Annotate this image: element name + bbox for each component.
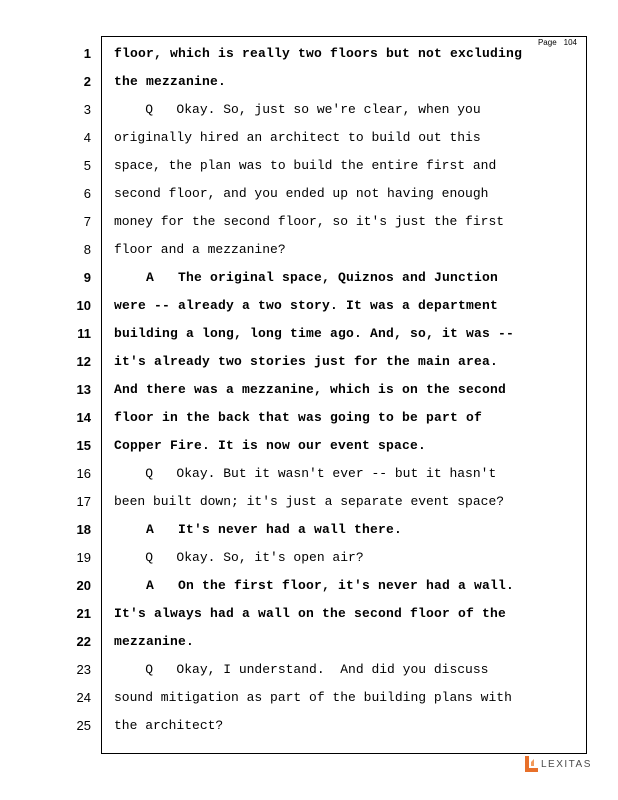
transcript-line bbox=[0, 516, 618, 544]
transcript-line bbox=[0, 460, 618, 488]
line-number: 17 bbox=[76, 494, 91, 509]
line-number: 23 bbox=[76, 662, 91, 677]
line-number: 1 bbox=[83, 46, 91, 61]
lexitas-logo-text: LEXITAS bbox=[541, 758, 592, 770]
line-number: 20 bbox=[76, 578, 91, 593]
line-text: Q Okay. So, it's open air? bbox=[114, 550, 364, 565]
line-number: 18 bbox=[76, 522, 91, 537]
line-number: 8 bbox=[83, 242, 91, 257]
transcript-line bbox=[0, 544, 618, 572]
transcript-line bbox=[0, 152, 618, 180]
line-number: 7 bbox=[83, 214, 91, 229]
transcript-line bbox=[0, 320, 618, 348]
lexitas-logo-icon bbox=[525, 756, 538, 772]
transcript-line bbox=[0, 96, 618, 124]
line-text: A It's never had a wall there. bbox=[114, 522, 403, 537]
line-number: 21 bbox=[76, 606, 91, 621]
line-number: 19 bbox=[76, 550, 91, 565]
transcript-line bbox=[0, 432, 618, 460]
line-text: floor in the back that was going to be part of bbox=[114, 410, 483, 425]
transcript-line bbox=[0, 348, 618, 376]
line-text: the mezzanine. bbox=[114, 74, 227, 89]
line-text: A The original space, Quiznos and Junction bbox=[114, 270, 499, 285]
line-text: Q Okay. But it wasn't ever -- but it hasn't bbox=[114, 466, 497, 481]
line-text: floor, which is really two floors but not excluding bbox=[114, 46, 523, 61]
transcript-line bbox=[0, 628, 618, 656]
line-number: 14 bbox=[76, 410, 91, 425]
page-number-label: Page bbox=[537, 38, 557, 47]
line-text: mezzanine. bbox=[114, 634, 195, 649]
transcript-line bbox=[0, 684, 618, 712]
line-text: were -- already a two story. It was a department bbox=[114, 298, 499, 313]
line-text: And there was a mezzanine, which is on the second bbox=[114, 382, 507, 397]
line-number: 6 bbox=[83, 186, 91, 201]
transcript-line bbox=[0, 264, 618, 292]
line-number: 24 bbox=[76, 690, 91, 705]
line-text: sound mitigation as part of the building plans with bbox=[114, 690, 512, 705]
line-text: Q Okay, I understand. And did you discuss bbox=[114, 662, 489, 677]
line-text: building a long, long time ago. And, so, it was -- bbox=[114, 326, 515, 341]
line-number: 11 bbox=[77, 326, 91, 341]
transcript-line bbox=[0, 376, 618, 404]
transcript-line bbox=[0, 236, 618, 264]
transcript-line bbox=[0, 600, 618, 628]
line-number: 15 bbox=[76, 438, 91, 453]
line-text: Copper Fire. It is now our event space. bbox=[114, 438, 427, 453]
line-number: 22 bbox=[76, 634, 91, 649]
line-text: It's always had a wall on the second floor of the bbox=[114, 606, 507, 621]
transcript-line bbox=[0, 572, 618, 600]
page-number-value: 104 bbox=[563, 38, 577, 47]
line-number: 10 bbox=[76, 298, 91, 313]
line-number: 9 bbox=[83, 270, 91, 285]
transcript-line bbox=[0, 404, 618, 432]
line-number: 2 bbox=[83, 74, 91, 89]
transcript-line bbox=[0, 40, 618, 68]
transcript-line bbox=[0, 292, 618, 320]
line-number: 25 bbox=[76, 718, 91, 733]
line-number: 12 bbox=[76, 354, 91, 369]
line-text: A On the first floor, it's never had a wall. bbox=[114, 578, 515, 593]
line-text: money for the second floor, so it's just the first bbox=[114, 214, 505, 229]
transcript-line bbox=[0, 180, 618, 208]
transcript-line bbox=[0, 208, 618, 236]
line-text: it's already two stories just for the main area. bbox=[114, 354, 499, 369]
line-number: 5 bbox=[83, 158, 91, 173]
line-number: 4 bbox=[83, 130, 91, 145]
line-number: 13 bbox=[76, 382, 91, 397]
line-text: the architect? bbox=[114, 718, 224, 733]
transcript-line bbox=[0, 124, 618, 152]
lexitas-logo bbox=[525, 756, 592, 772]
line-text: second floor, and you ended up not having enough bbox=[114, 186, 489, 201]
line-text: floor and a mezzanine? bbox=[114, 242, 286, 257]
transcript-line bbox=[0, 488, 618, 516]
line-text: Q Okay. So, just so we're clear, when you bbox=[114, 102, 481, 117]
transcript-line bbox=[0, 712, 618, 740]
line-number: 16 bbox=[76, 466, 91, 481]
line-text: been built down; it's just a separate event space? bbox=[114, 494, 505, 509]
transcript-line bbox=[0, 656, 618, 684]
line-number: 3 bbox=[83, 102, 91, 117]
transcript-line bbox=[0, 68, 618, 96]
line-text: space, the plan was to build the entire first and bbox=[114, 158, 497, 173]
line-text: originally hired an architect to build out this bbox=[114, 130, 481, 145]
